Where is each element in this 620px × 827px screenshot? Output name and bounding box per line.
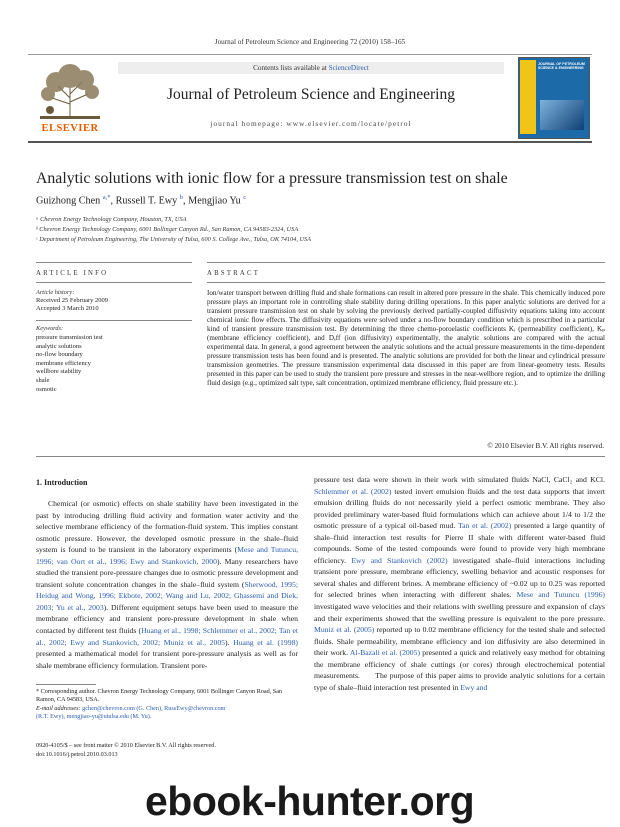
author-list: Guizhong Chen $^{a,*}$, Russell T. Ewy $^b$, Mengjiao Yu $^c$ — [36, 194, 247, 207]
section-heading: 1. Introduction — [36, 478, 88, 487]
body-text: tested invert emulsion fluids and the test data supports that invert emulsion drilling fluids do not necessarily yield a perfect osmotic membrane. They also provided preliminary water-based fluid formulations which can achieve about 1/4 to 1/2 the osmotic pressure of a typical oil-based mud. — [314, 486, 605, 531]
email-addresses[interactable]: gchen@chevron.com (G. Chen), RussEwy@chevron.com — [82, 704, 226, 712]
corresponding-author: * Corresponding author. Chevron Energy Technology Company, 6001 Bollinger Canyon Road, San Ramon, CA 94583, USA. — [36, 688, 283, 704]
intro-right-column — [314, 474, 605, 693]
body-text: investigated wave velocities and their relations with swelling pressure and expansion of clays and their experiments showed that the swelling pressure is equivalent to the pore pressure. — [314, 602, 605, 623]
contents-prefix: Contents lists available at — [253, 64, 327, 72]
citation-link[interactable]: Huang et al. (1998) — [233, 637, 298, 647]
article-title: Analytic solutions with ionic flow for a pressure transmission test on shale — [36, 170, 508, 187]
citation-link[interactable]: Mese and Tutuncu (1996) — [516, 590, 605, 600]
article-info-heading: ARTICLE INFO — [36, 270, 109, 277]
keyword: shale — [36, 376, 50, 384]
body-text: presented a large quantity of shale–fluid interaction test results for Pierre II shale with different water-based fluid compounds. Some of the tested compounds were found to provide very high membrane efficiency. — [314, 521, 605, 565]
keyword: osmotic — [36, 385, 57, 393]
author-affil-mark[interactable]: b — [179, 194, 184, 201]
divider — [36, 262, 192, 263]
affiliation: ᶜ Department of Petroleum Engineering, The University of Tulsa, 600 S. College Ave., Tulsa, OK 74104, USA — [36, 236, 312, 243]
history-label: Article history: — [36, 289, 75, 296]
journal-cover-title: JOURNAL OF PETROLEUM SCIENCE & ENGINEERING — [538, 62, 585, 71]
keyword: analytic solutions — [36, 342, 82, 350]
journal-cover-art — [540, 100, 584, 130]
email-label: E-mail addresses: — [36, 704, 81, 712]
sciencedirect-link[interactable]: ScienceDirect — [328, 64, 369, 72]
keyword: wellbore stability — [36, 368, 82, 376]
abstract-heading: ABSTRACT — [207, 270, 261, 277]
citation-link[interactable]: Mese and Tutuncu, 1996; van Oort et al., 1996; Ewy and Stankovich, 2000 — [36, 545, 298, 566]
abstract-copyright: © 2010 Elsevier B.V. All rights reserved. — [487, 442, 604, 450]
citation-link[interactable]: Huang et al., 1998; Schlemmer et al., 2002; Tan et al., 2002; Ewy and Stankovich, 2002; Muniz et al., 2005 — [36, 626, 298, 647]
journal-cover-band — [520, 60, 536, 134]
footnote-divider — [36, 684, 96, 685]
keyword: no-flow boundary — [36, 351, 83, 359]
author-name: Russell T. Ewy — [115, 195, 178, 207]
body-text: ). Many researchers have studied the transient pore-pressure changes due to osmotic pressure development and transient solute concentration changes in the shale–fluid system ( — [36, 556, 298, 589]
author-affil-mark[interactable]: c — [243, 194, 247, 201]
citation-link[interactable]: Sherwood, 1995; Heidug and Wong, 1996; Ekbote, 2002; Wang and Lu, 2002; Ghassemi and Diek, 2003; Yu et al., 2003 — [36, 579, 299, 612]
body-text: investigated shale–fluid interactions including transient pore pressure, membrane efficiency, swelling behavior and acoustic responses for several shales and different brines. A membrane efficiency of ~0.02 up to 0.25 was reported for selected brines when interacting with different shales. — [314, 555, 605, 600]
body-text: ). Different equipment setups have been used to measure the membrane efficiency and transient pore-pressure development in shale when contacted by different test fluids ( — [36, 602, 299, 636]
body-text: pressure test data were shown in their work with simulated fluids NaCl, CaCl₂ and KCl. — [314, 475, 605, 484]
body-text: reported up to 0.02 membrane efficiency for the tested shale and selected fluids. Shale permeability, membrane efficiency and ion diffusivity are also determined in their work. — [314, 625, 605, 658]
citation-link[interactable]: Al-Bazali et al. (2005) — [349, 648, 421, 658]
keyword-list — [36, 334, 103, 394]
intro-left-column — [36, 498, 298, 671]
journal-citation: Journal of Petroleum Science and Engineering 72 (2010) 158–165 — [214, 38, 406, 46]
doi-link[interactable]: doi:10.1016/j.petrol.2010.03.013 — [36, 751, 118, 758]
affiliation: ᵇ Chevron Energy Technology Company, 6001 Bollinger Canyon Rd., San Ramon, CA 94583-2324, USA — [36, 226, 299, 233]
citation-link[interactable]: Ewy and — [460, 682, 488, 692]
email-addresses-2[interactable]: (R.T. Ewy), mengjiao-yu@utulsa.edu (M. Yu). — [36, 712, 152, 720]
elsevier-wordmark: ELSEVIER — [41, 123, 99, 134]
author-name: Guizhong Chen — [36, 195, 101, 207]
journal-homepage[interactable]: journal homepage: www.elsevier.com/locate/petrol — [210, 119, 412, 128]
body-text: presented a mathematical model for transient pore-pressure analysis as well as for shale membrane efficiency formulation. Transient pore- — [36, 649, 298, 670]
keywords-label: Keywords: — [36, 325, 64, 332]
keyword: membrane efficiency — [36, 359, 91, 367]
body-text: Chemical (or osmotic) effects on shale stability have been investigated in the past by introducing drilling fluid activity and formation water activity and the selective membrane efficiency of the formation-fluid system. This implies constant osmotic pressure. However, the developed osmotic pressure in the shale–fluid system is found to be transient in the laboratory experiments ( — [36, 499, 298, 555]
divider — [36, 320, 192, 321]
body-text: presented a quick and relatively easy method for obtaining the membrane efficiency of shale cuttings (or cores) through electrochemical potential measurements. — [314, 648, 605, 681]
author-name: Mengjiao Yu — [188, 195, 241, 207]
divider — [36, 282, 192, 283]
citation-link[interactable]: Schlemmer et al. (2002) — [314, 486, 392, 496]
divider — [36, 456, 605, 457]
keyword: pressure transmission test — [36, 334, 103, 341]
contents-bar — [118, 62, 504, 74]
body-text: The purpose of this paper aims to provide analytic solutions for a certain type of shale–fluid interaction test presented in — [314, 671, 605, 692]
history-accepted: Accepted 3 March 2010 — [36, 305, 99, 312]
body-text: ). — [225, 637, 234, 647]
citation-link[interactable]: Tan et al. (2002) — [457, 521, 512, 531]
corresponding-footnote — [36, 688, 298, 721]
author-affil-mark[interactable]: a,* — [102, 194, 111, 201]
divider — [207, 282, 605, 283]
issn-line: 0920-4105/$ – see front matter © 2010 Elsevier B.V. All rights reserved. — [36, 742, 216, 749]
citation-link[interactable]: Muniz et al. (2005) — [314, 625, 375, 635]
citation-link[interactable]: Ewy and Stankovich (2002) — [351, 555, 448, 565]
abstract-text: Ion/water transport between drilling fluid and shale formations can result in altered pore pressure in the shale. This chemically induced pore pressure plays an important role in controlling shale stability during drilling operations. In this paper analytic solutions are derived for a transient pressure transmission test on shale by solving the previously derived partially-coupled diffusivity equations taking into account chemical ionic flow effects. The diffusivity equations were solved under a no-flow boundary condition which is prescribed in a particular kind of transient pressure transmission test. By determining the three chemo-poroelastic coefficients Kᵢ (permeability coefficient), Kₚ (membrane efficiency coefficient), and Dₑff (ion diffusivity) experimentally, the analytic solutions are compared with the actual experimental data. In general, a good agreement between the analytic solutions and the actual pressure measurements in the time-dependent pressure transmission tests has been found and is presented. The analytic solutions are provided for both the linear and cylindrical pressure transmission geometries. The pressure transmission experimental data discussed in this paper are from linear-geometry tests. Results presented in this paper can be used to study the transient pore pressure and stresses in the near-wellbore region, and to optimize the drilling fluid design (e.g., optimized salt type, salt concentration, optimized membrane efficiency, fluid pressure etc.). — [207, 289, 605, 388]
watermark: ebook-hunter.org — [145, 778, 475, 824]
journal-title: Journal of Petroleum Science and Engineering — [167, 86, 455, 103]
divider — [207, 262, 605, 263]
affiliation: ᵃ Chevron Energy Technology Company, Houston, TX, USA — [36, 216, 187, 223]
history-received: Received 25 February 2009 — [36, 297, 109, 304]
